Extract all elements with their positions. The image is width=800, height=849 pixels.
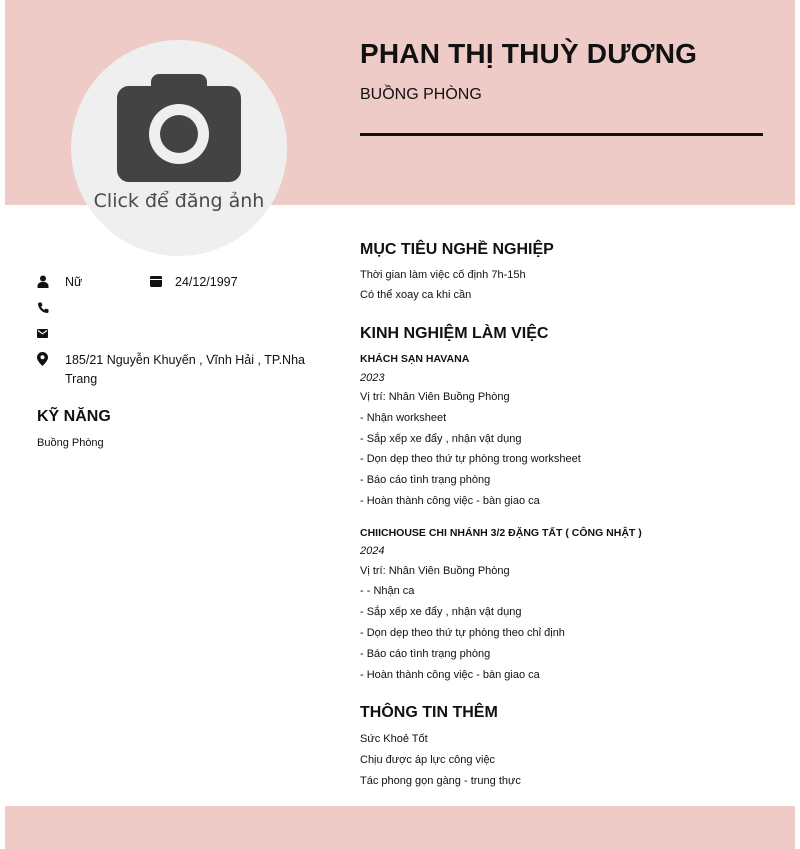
contact-row-email <box>37 326 65 338</box>
phone-icon <box>37 300 65 314</box>
address-value: 185/21 Nguyễn Khuyến , Vĩnh Hải , TP.Nha Trang <box>65 353 305 386</box>
job-position: Vị trí: Nhân Viên Buồng Phòng <box>360 565 510 577</box>
contact-row-gender-dob <box>37 275 238 290</box>
job-duty: - Báo cáo tình trạng phòng <box>360 648 491 660</box>
candidate-role: BUỒNG PHÒNG <box>360 86 482 103</box>
job-company: CHIICHOUSE CHI NHÁNH 3/2 ĐẶNG TẤT ( CÔNG NHẬT ) <box>360 527 642 539</box>
envelope-icon <box>37 326 65 338</box>
map-pin-icon <box>37 351 65 389</box>
job-duty: - Sắp xếp xe đẩy , nhận vật dụng <box>360 433 522 445</box>
objective-heading: MỤC TIÊU NGHỀ NGHIỆP <box>360 241 554 258</box>
gender-value: Nữ <box>65 275 83 289</box>
job-duty: - Dọn dẹp theo thứ tự phòng theo chỉ định <box>360 627 565 639</box>
job-duty: - Sắp xếp xe đẩy , nhận vật dụng <box>360 606 522 618</box>
photo-upload-label: Click để đăng ảnh <box>93 190 265 212</box>
job-duty: - Báo cáo tình trạng phòng <box>360 474 491 486</box>
contact-row-address <box>37 351 310 389</box>
job-duty: - Hoàn thành công việc - bàn giao ca <box>360 669 540 681</box>
experience-heading: KINH NGHIỆM LÀM VIỆC <box>360 325 549 342</box>
extra-info-line: Chịu được áp lực công việc <box>360 754 496 766</box>
job-duty: - Dọn dẹp theo thứ tự phòng trong worksheet <box>360 453 581 465</box>
camera-icon <box>115 72 243 184</box>
person-icon <box>37 275 65 290</box>
skill-item: Buồng Phòng <box>37 437 104 449</box>
extra-info-line: Sức Khoẻ Tốt <box>360 733 428 745</box>
job-company: KHÁCH SẠN HAVANA <box>360 353 470 365</box>
job-duty: - Nhận worksheet <box>360 412 447 424</box>
job-year: 2024 <box>360 545 385 557</box>
birthdate-value: 24/12/1997 <box>175 275 238 289</box>
cv-page <box>5 0 795 849</box>
job-year: 2023 <box>360 372 385 384</box>
job-position: Vị trí: Nhân Viên Buồng Phòng <box>360 391 510 403</box>
calendar-icon <box>150 275 175 290</box>
extra-info-line: Tác phong gọn gàng - trung thực <box>360 775 521 787</box>
candidate-name: PHAN THỊ THUỲ DƯƠNG <box>360 38 698 69</box>
job-duty: - - Nhận ca <box>360 585 415 597</box>
photo-upload[interactable] <box>71 40 287 256</box>
header-divider <box>360 133 763 136</box>
extra-info-heading: THÔNG TIN THÊM <box>360 704 498 721</box>
objective-line: Thời gian làm việc cố định 7h-15h <box>360 269 526 281</box>
skills-heading: KỸ NĂNG <box>37 408 111 425</box>
footer-band <box>5 806 795 849</box>
objective-line: Có thể xoay ca khi cần <box>360 289 472 301</box>
job-duty: - Hoàn thành công việc - bàn giao ca <box>360 495 540 507</box>
contact-row-phone <box>37 300 65 314</box>
